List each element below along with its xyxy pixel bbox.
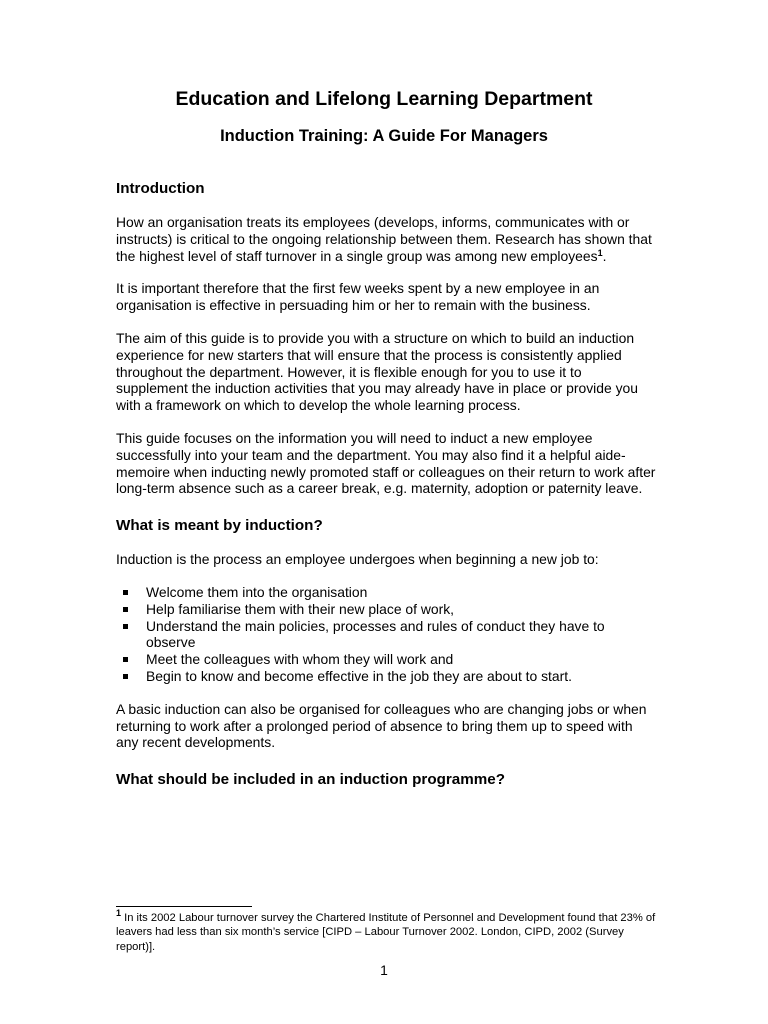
list-item bbox=[116, 601, 656, 618]
square-bullet-icon bbox=[123, 657, 128, 662]
programme-heading: What should be included in an induction programme? bbox=[116, 771, 505, 789]
square-bullet-icon bbox=[123, 607, 128, 612]
induction-purpose-list bbox=[116, 584, 656, 685]
footnote-text: In its 2002 Labour turnover survey the Chartered Institute of Personnel and Development found that 23% of leavers had less than six month’s service [CIPD – Labour Turnover 2002. London, CIPD, 2002 (Survey report)]. bbox=[116, 912, 656, 953]
document-title: Education and Lifelong Learning Department bbox=[175, 88, 593, 110]
intro-paragraph-1 bbox=[116, 214, 656, 264]
list-item-text: Welcome them into the organisation bbox=[146, 583, 368, 600]
list-item bbox=[116, 584, 656, 601]
intro-paragraph-3: The aim of this guide is to provide you with a structure on which to build an induction experience for new starters that will ensure that the process is consistently applied throughout the department. However, it is flexible enough for you to use it to supplement the induction activities that you may already have in place or provide you with a framework on which to develop the whole learning process. bbox=[116, 329, 638, 414]
list-item-text: Understand the main policies, processes and rules of conduct they have to observe bbox=[146, 617, 605, 651]
induction-meaning-heading: What is meant by induction? bbox=[116, 517, 323, 535]
footnote bbox=[116, 908, 656, 954]
footnote-reference[interactable]: 1 bbox=[597, 247, 603, 258]
list-item-text: Help familiarise them with their new place of work, bbox=[146, 600, 455, 617]
document-subtitle: Induction Training: A Guide For Managers bbox=[220, 127, 548, 145]
introduction-heading: Introduction bbox=[116, 180, 205, 197]
intro-paragraph-2: It is important therefore that the first few weeks spent by a new employee in an organisation is effective in persuading him or her to remain with the business. bbox=[116, 280, 600, 314]
induction-meaning-lead: Induction is the process an employee undergoes when beginning a new job to: bbox=[116, 551, 599, 568]
list-item bbox=[116, 651, 656, 668]
list-item-text: Meet the colleagues with whom they will work and bbox=[146, 651, 454, 668]
footnote-marker: 1 bbox=[116, 908, 122, 918]
footnote-separator bbox=[116, 906, 252, 907]
intro-paragraph-4: This guide focuses on the information you will need to induct a new employee successfully into your team and the department. You may also find it a helpful aide-memoire when inducting newly promoted staff or colleagues on their return to work after long-term absence such as a career break, e.g. maternity, adoption or paternity leave. bbox=[116, 429, 656, 497]
square-bullet-icon bbox=[123, 590, 128, 595]
intro-paragraph-1-end: . bbox=[602, 247, 607, 264]
list-item bbox=[116, 668, 656, 685]
induction-closing-paragraph: A basic induction can also be organised for colleagues who are changing jobs or when returning to work after a prolonged period of absence to bring them up to speed with any recent developments. bbox=[116, 700, 647, 751]
list-item-text: Begin to know and become effective in the job they are about to start. bbox=[146, 667, 572, 684]
intro-paragraph-1-text: How an organisation treats its employees (develops, informs, communicates with or instructs) is critical to the ongoing relationship between them. Research has shown that the highest level of staff turnover in a single group was among new employees bbox=[116, 214, 652, 264]
document-body bbox=[116, 178, 656, 791]
list-item bbox=[116, 618, 656, 652]
page-number: 1 bbox=[380, 962, 388, 978]
square-bullet-icon bbox=[123, 624, 128, 629]
square-bullet-icon bbox=[123, 674, 128, 679]
